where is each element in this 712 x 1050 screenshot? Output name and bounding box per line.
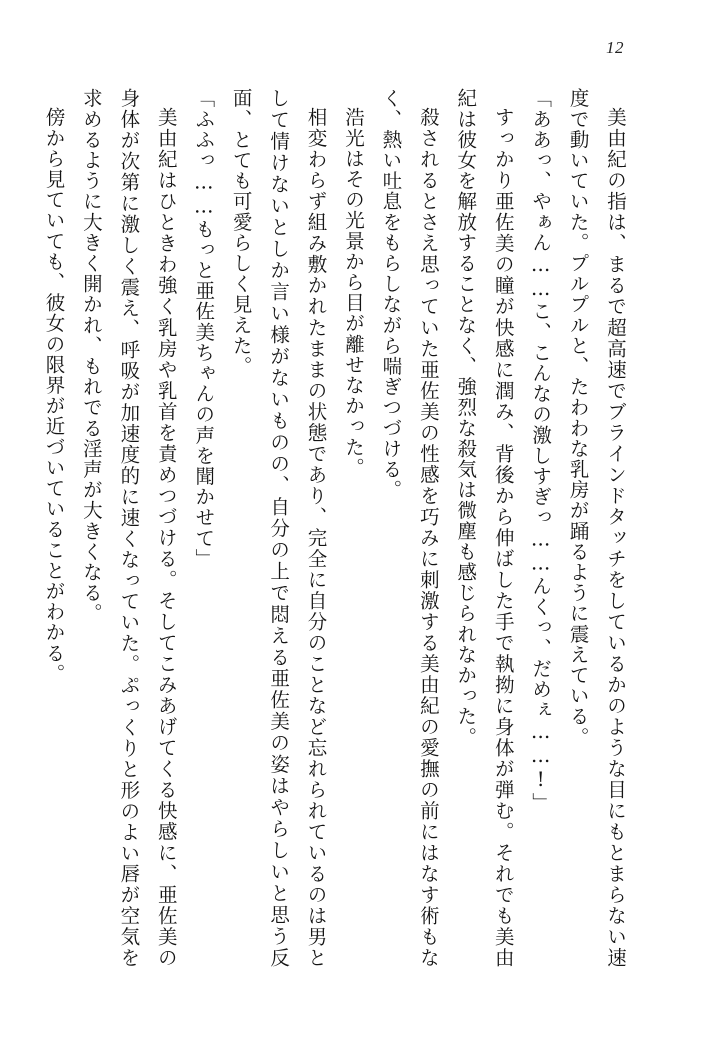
page-number: 12 (606, 38, 624, 57)
paragraph: 傍から見ていても、彼女の限界が近づいていることがわかる。 (42, 107, 66, 684)
paragraph: すっかり亜佐美の瞳が快感に潤み、背後から伸ばした手で執拗に身体が弾む。それでも美由紀は彼女を解放することなく、強烈な殺気は微塵も感じられなかった。 (454, 88, 515, 968)
paragraph: 「ふふっ……もっと亜佐美ちゃんの声を聞かせて」 (192, 88, 216, 569)
paragraph: 美由紀はひときわ強く乳房や乳首を責めつづける。そしてこみあげてくる快感に、亜佐美の身体が次第に激しく震え、呼吸が加速度的に速くなっていた。ぷっくりと形のよい唇が空気を求めるように大きく開かれ、もれでる淫声が大きくなる。 (79, 88, 178, 968)
body-text-column (42, 88, 634, 968)
paragraph: 相変わらず組み敷かれたままの状態であり、完全に自分のことなど忘れられているのは男として情けないとしか言い様がないものの、自分の上で悶える亜佐美の姿はやらしいと思う反面、とても可愛らしく見えた。 (229, 88, 328, 968)
paragraph: 「ああっ、やぁん……こ、こんなの激しすぎっ……んくっ、だめぇ……!」 (529, 88, 553, 813)
paragraph: 浩光はその光景から目が離せなかった。 (341, 107, 365, 478)
paragraph: 美由紀の指は、まるで超高速でブラインドタッチをしているかのような目にもとまらない速度で動いていた。プルプルと、たわわな乳房が踊るように震えている。 (566, 88, 627, 968)
paragraph: 殺されるとさえ思っていた亜佐美の性感を巧みに刺激する美由紀の愛撫の前にはなす術もなく、熱い吐息をもらしながら喘ぎつづける。 (379, 88, 440, 968)
